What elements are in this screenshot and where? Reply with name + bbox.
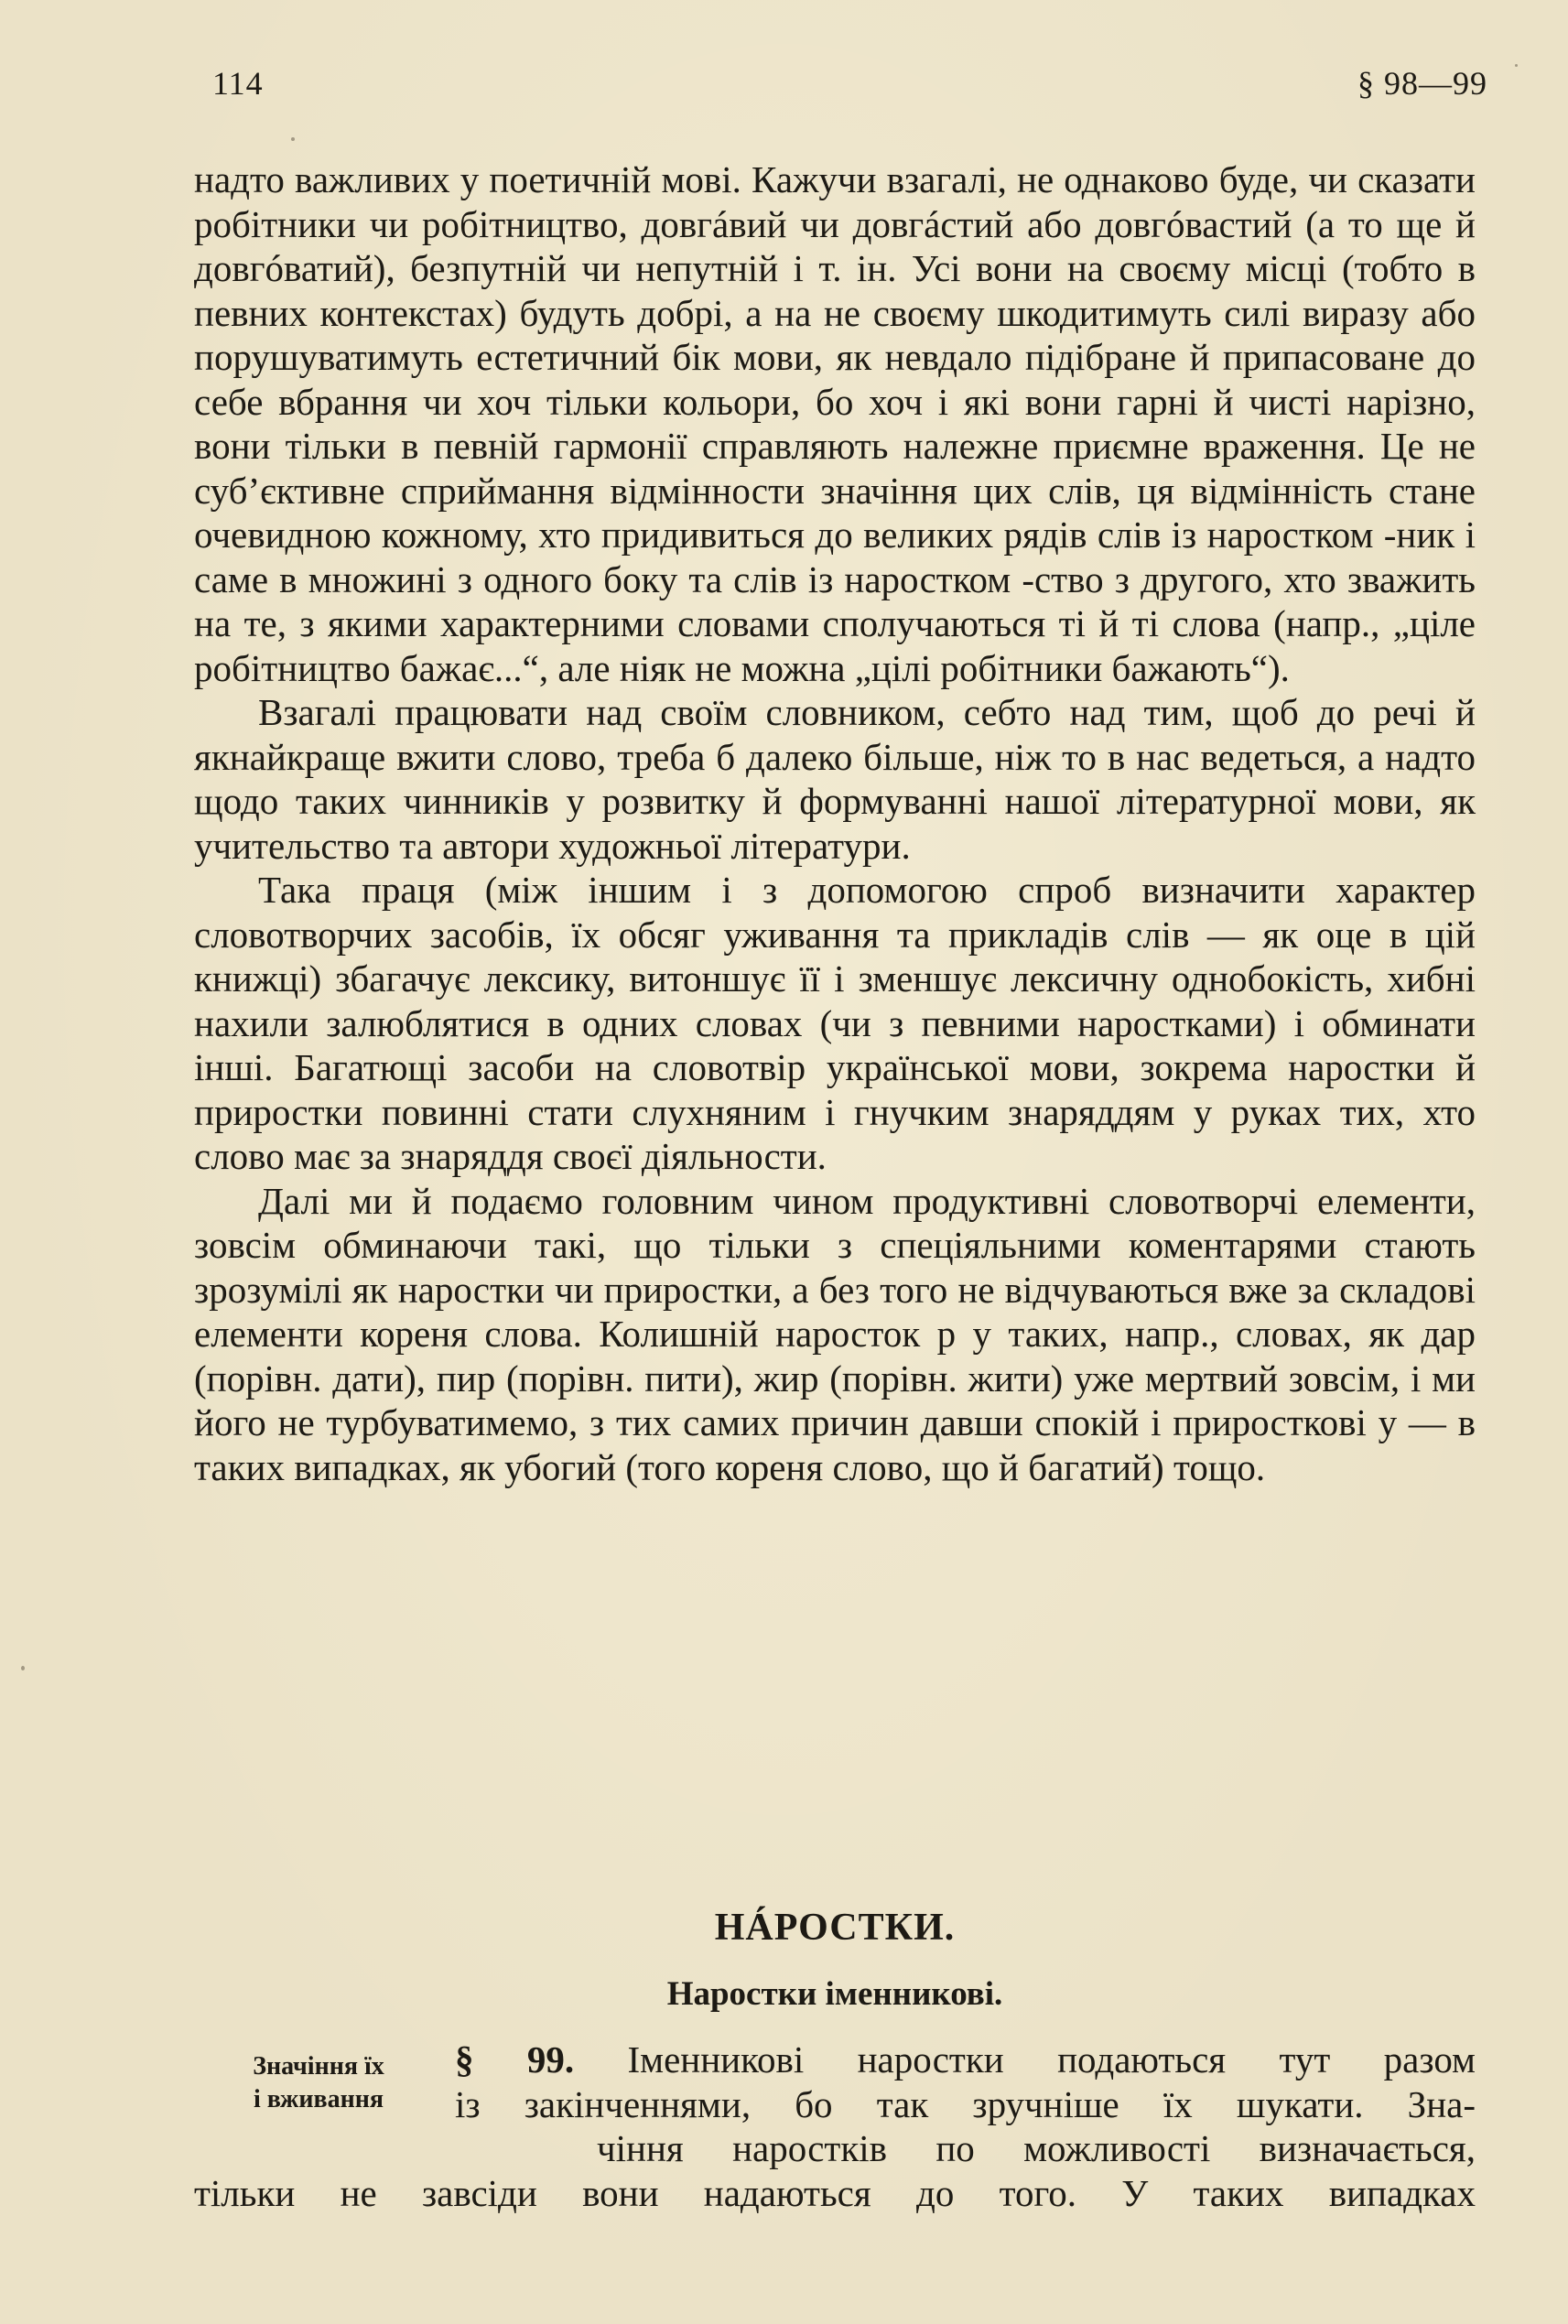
paragraph-1-text: надто важливих у поетичній мові. Кажучи взагалі, не однаково буде, чи сказати робітники чи робітництво, довгáвий чи довгáстий або довгóвастий (а то ще й довгóватий), безпутній чи непутній і т. ін. Усі вони на своєму місці (тобто в певних контекстах) будуть добрі, а на не своєму шкодитимуть силі виразу або порушуватимуть естетичний бік мови, як невдало підібране й припасоване до себе вбрання чи хоч тільки кольори, бо хоч і які вони гарні й чисті нарізно, вони тільки в певній гармонії справляють належне приємне враження. Це не суб’єктивне сприймання відмінности значіння цих слів, ця відмінність стане очевидною кожному, хто придивиться до великих рядів слів із наростком -ник і саме в множині з одного боку та слів із наростком -ство з другого, хто зважить на те, з якими характерними словами сполучаються ті й ті слова (напр., „ціле робітництво бажає...“, але ніяк не можна „цілі робітники бажають“). (194, 158, 1476, 689)
paragraph-3-text: Така праця (між іншим і з допомогою спроб визначити характер словотворчих засобів, їх обсяг уживання та прикладів слів — як оце в цій книжці) збагачує лексику, витоншує її і зменшує лексичну однобокість, хибні нахили залюблятися в одних словах (чи з певними наростками) і обминати інші. Багатющі засоби на словотвір української мови, зокрема наростки й приростки повинні стати слухняним і гнучким знаряддям у руках тих, хто слово має за знаряддя своєї діяльности. (194, 869, 1476, 1177)
section-99-line-2: із закінченнями, бо так зручніше їх шукати. Зна- (455, 2082, 1476, 2125)
section-99-line-1 (194, 2038, 1476, 2082)
paragraph-2 (194, 690, 1476, 868)
paper-speck (21, 1666, 25, 1670)
section-99-line-4: тільки не завсіди вони надаються до того. У таких випадках (194, 2171, 1476, 2214)
paragraph-2-text: Взагалі працювати над своїм словником, себто над тим, щоб до речі й якнайкраще вжити слово, треба б далеко більше, ніж то в нас ведеться, а надто щодо таких чинників у розвитку й формуванні нашої літературної мови, як учительство та автори художньої літератури. (194, 691, 1476, 867)
section-reference: § 98—99 (1357, 65, 1487, 102)
paper-speck (291, 137, 295, 141)
paragraph-4-text: Далі ми й подаємо головним чином продуктивні словотворчі елементи, зовсім обминаючи такі, що тільки з спеціяльними коментарями стають зрозумілі як наростки чи приростки, а без того не відчуваються вже за складові елементи кореня слова. Колишній наросток р у таких, напр., словах, як дар (порівн. дати), пир (порівн. пити), жир (порівн. жити) уже мертвий зовсім, і ми його не турбуватимемо, з тих самих причин давши спокій і приросткові у — в таких випадках, як убогий (того кореня слово, що й багатий) тощо. (194, 1179, 1476, 1488)
subsection-heading: Наростки іменникові. (666, 1975, 1003, 2013)
section-99-paragraph (194, 2038, 1476, 2215)
section-heading: НÁРОСТКИ. (714, 1907, 956, 1949)
section-99-line-1-text: Іменникові наростки подаються тут разом (627, 2038, 1476, 2081)
page-number: 114 (212, 65, 264, 102)
body-text (194, 157, 1476, 1489)
paragraph-1 (194, 157, 1476, 690)
margin-note-line-2: і вживання (253, 2085, 384, 2113)
paper-speck (1515, 64, 1518, 67)
section-99-number: § 99. (455, 2038, 575, 2081)
section-99-line-3: чіння наростків по можливості визначається, (597, 2127, 1476, 2169)
paragraph-4 (194, 1179, 1476, 1490)
margin-note-line-1: Значіння їх (253, 2052, 384, 2081)
paragraph-3 (194, 868, 1476, 1179)
